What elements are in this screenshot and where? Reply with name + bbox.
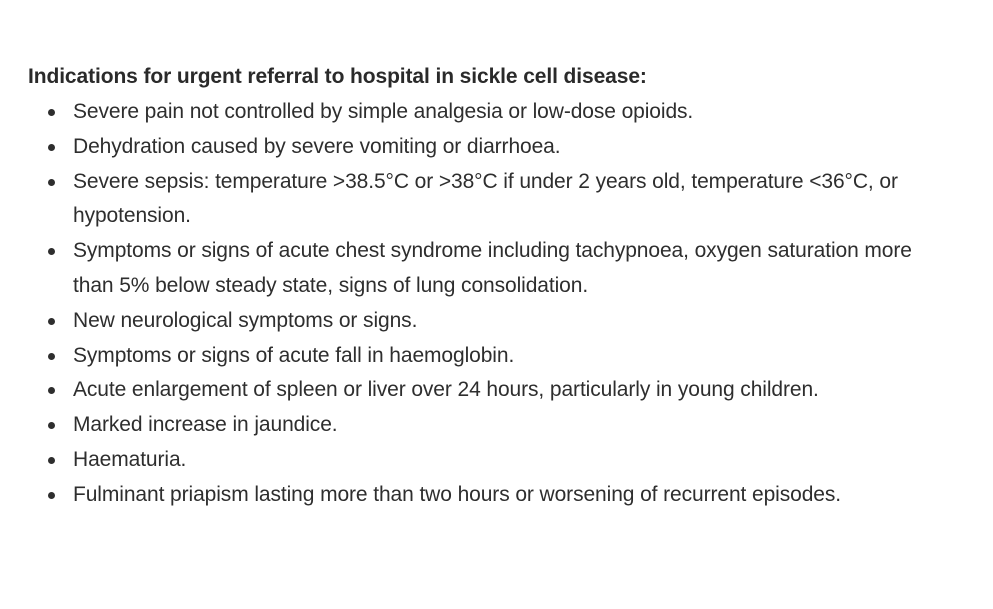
list-item-text: Symptoms or signs of acute fall in haemoglobin. (73, 343, 515, 367)
bullet-icon (48, 492, 55, 499)
list-item-text: Acute enlargement of spleen or liver over 24 hours, particularly in young children. (73, 378, 819, 402)
bullet-icon (48, 457, 55, 464)
list-item (28, 339, 983, 374)
list-item (28, 408, 983, 443)
list-item-text: Marked increase in jaundice. (73, 413, 338, 437)
list-item-text: Severe pain not controlled by simple analgesia or low-dose opioids. (73, 100, 694, 123)
bullet-icon (48, 387, 55, 394)
indications-list (28, 95, 983, 513)
section-heading: Indications for urgent referral to hospital in sickle cell disease: (28, 65, 647, 88)
list-item (28, 304, 983, 339)
list-item-text: Haematuria. (73, 447, 187, 471)
document-body (28, 60, 983, 513)
list-item-text: Severe sepsis: temperature >38.5°C or >38°C if under 2 years old, temperature <36°C, or hypotension. (73, 169, 898, 228)
bullet-icon (48, 422, 55, 429)
bullet-icon (48, 353, 55, 360)
bullet-icon (48, 318, 55, 325)
list-item-text: New neurological symptoms or signs. (73, 308, 418, 332)
list-item (28, 373, 983, 408)
list-item-text: Fulminant priapism lasting more than two hours or worsening of recurrent episodes. (73, 482, 842, 506)
bullet-icon (48, 248, 55, 255)
bullet-icon (48, 144, 55, 151)
bullet-icon (48, 109, 55, 116)
list-item (28, 95, 983, 130)
list-item (28, 130, 983, 165)
list-item (28, 165, 983, 235)
list-item-text: Dehydration caused by severe vomiting or diarrhoea. (73, 134, 561, 158)
list-item (28, 478, 983, 513)
list-item-text: Symptoms or signs of acute chest syndrome including tachypnoea, oxygen saturation more than 5% below steady state, signs of lung consolidation. (73, 239, 912, 297)
bullet-icon (48, 179, 55, 186)
list-item (28, 234, 983, 304)
list-item (28, 443, 983, 478)
